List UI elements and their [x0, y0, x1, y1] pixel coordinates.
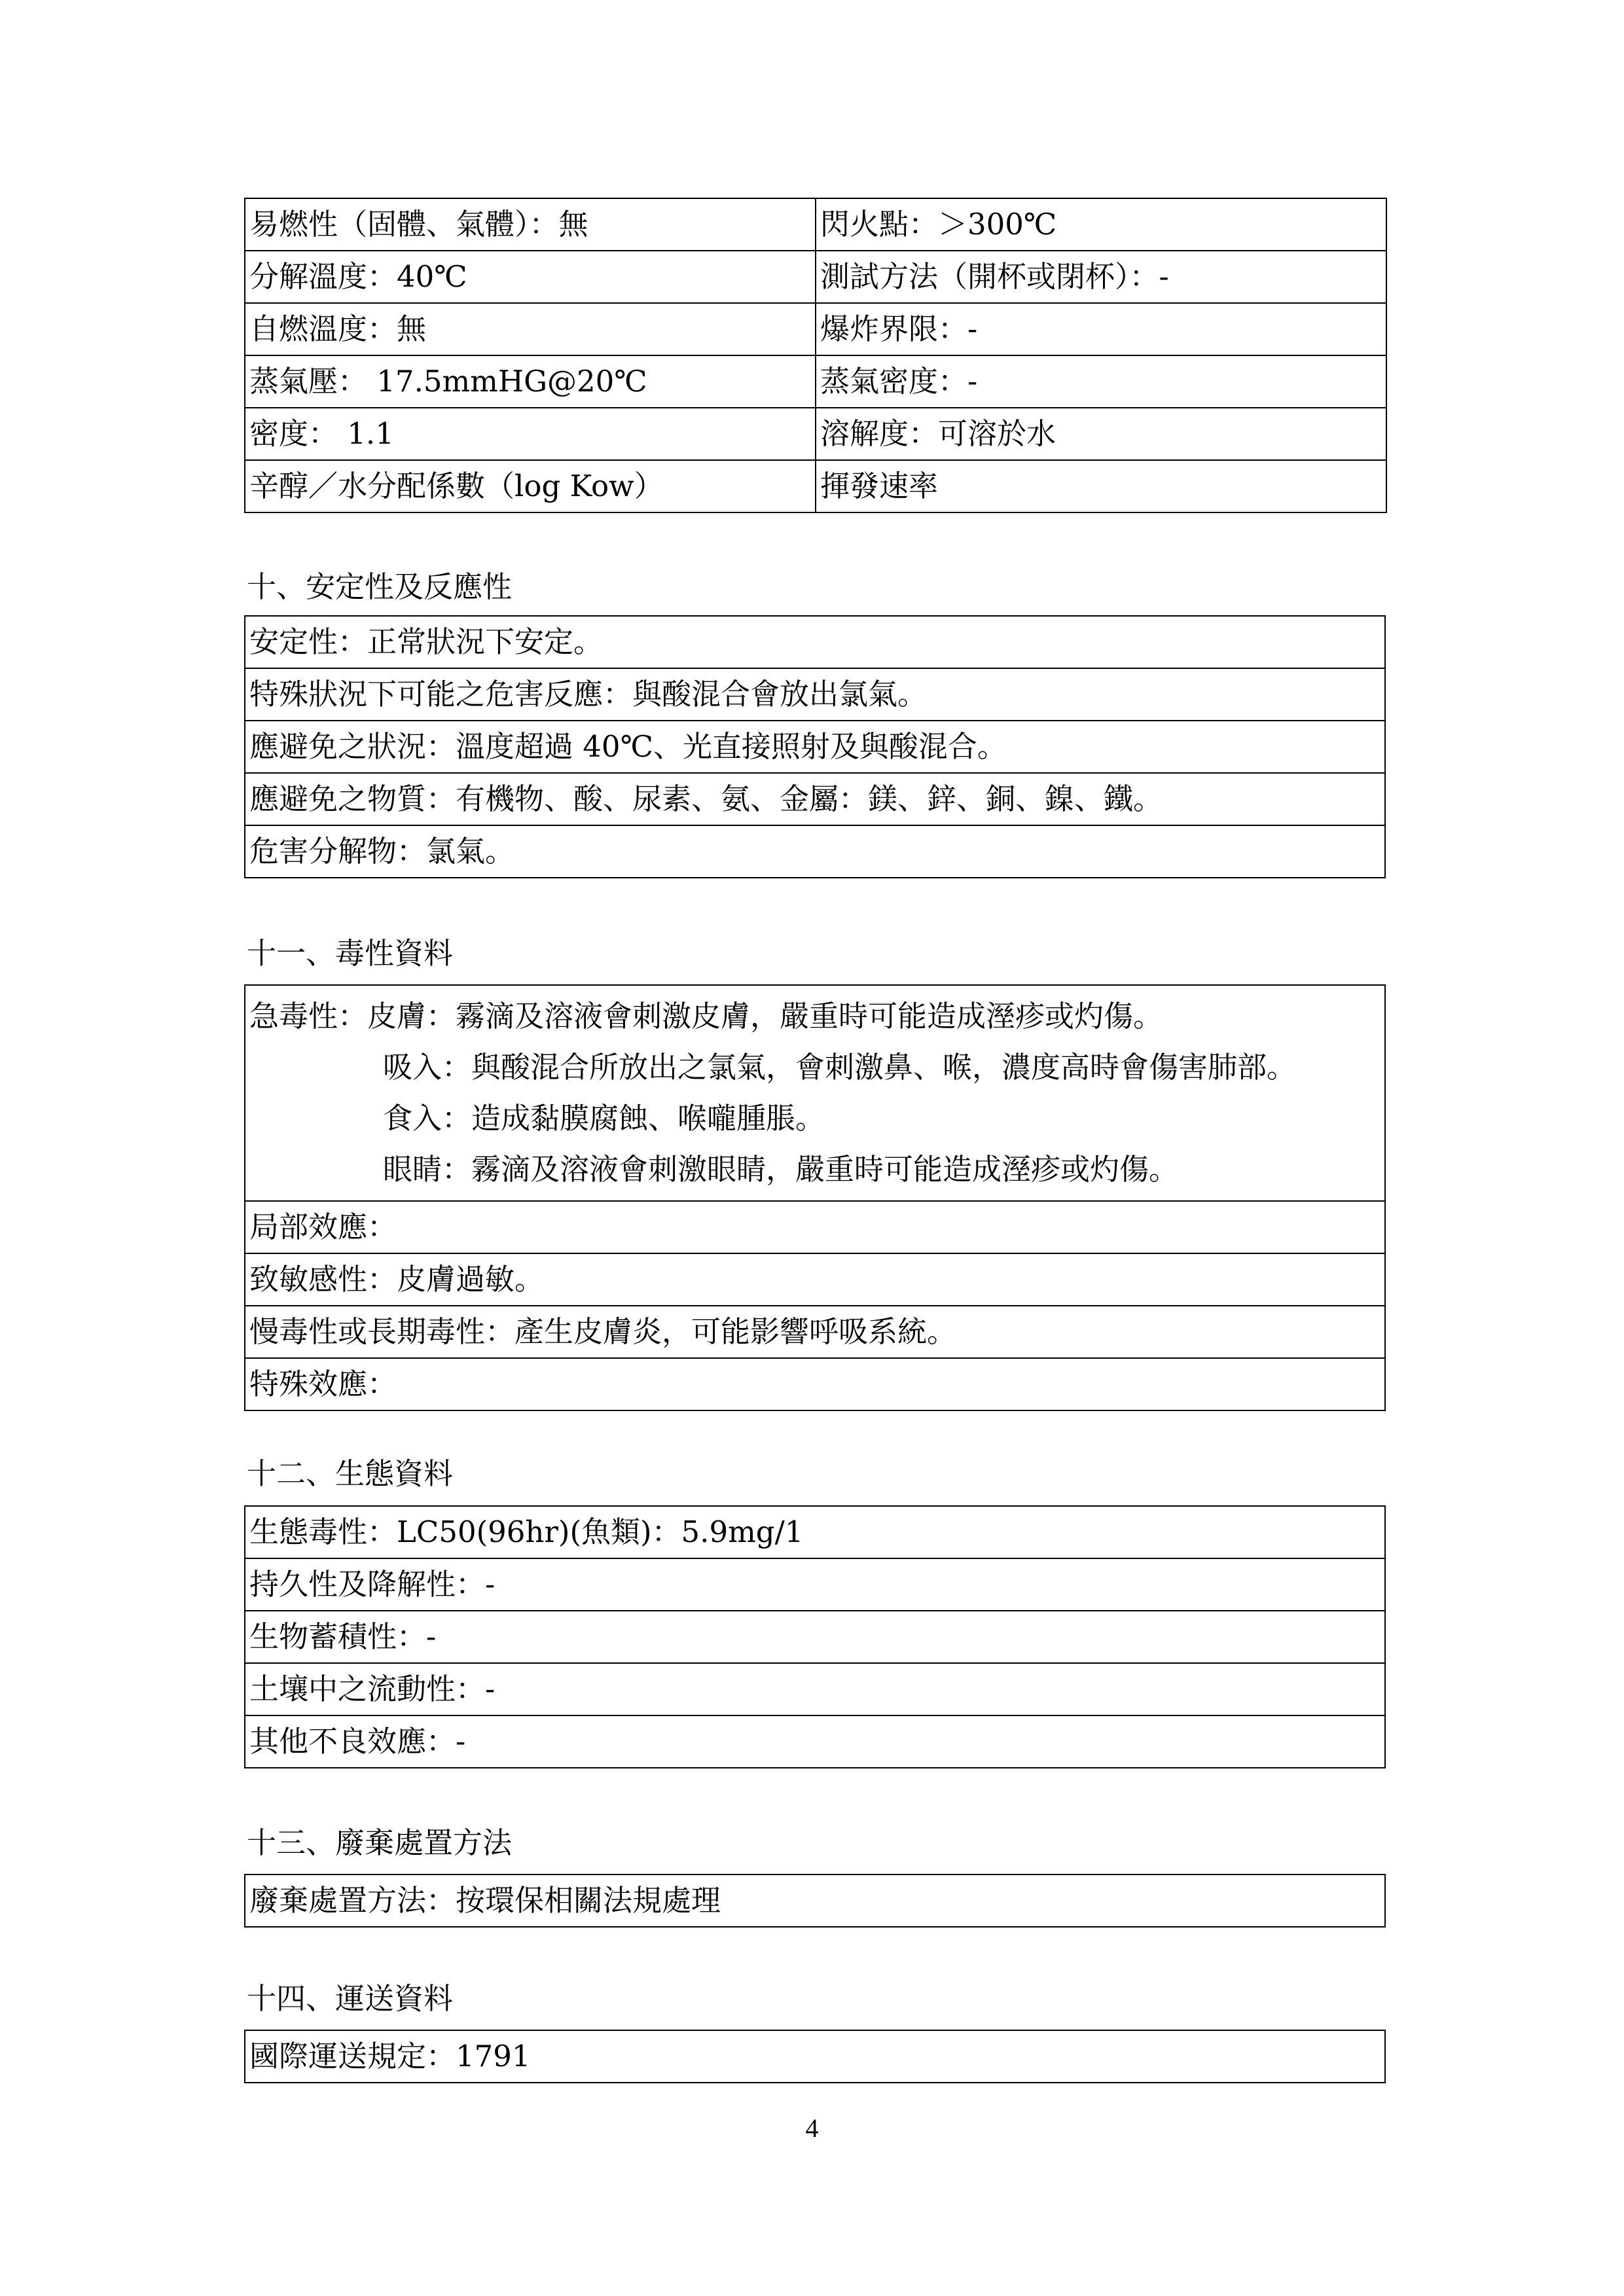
table-row [245, 1611, 1385, 1663]
table-row [245, 1253, 1385, 1306]
table-row [245, 1201, 1385, 1253]
acute-toxicity-eyes: 眼睛：霧滴及溶液會刺激眼睛，嚴重時可能造成溼疹或灼傷。 [383, 1152, 1179, 1187]
sensitization-cell: 致敏感性：皮膚過敏。 [245, 1253, 1385, 1306]
page-number: 4 [805, 2113, 819, 2143]
toxicity-table [244, 984, 1386, 1411]
evaporation-rate-cell: 揮發速率 [816, 460, 1386, 512]
ecological-table [244, 1505, 1386, 1768]
table-row [245, 1358, 1385, 1410]
flash-point-cell: 閃火點：＞300℃ [816, 198, 1386, 251]
autoignition-temp-cell: 自燃溫度：無 [245, 303, 816, 355]
stability-table [244, 615, 1386, 878]
special-effects-cell: 特殊效應： [245, 1358, 1385, 1410]
section-13-title: 十三、廢棄處置方法 [247, 1825, 513, 1860]
transport-regulation-cell: 國際運送規定：1791 [245, 2030, 1385, 2083]
solubility-cell: 溶解度：可溶於水 [816, 408, 1386, 460]
table-row [245, 616, 1385, 668]
disposal-method-cell: 廢棄處置方法：按環保相關法規處理 [245, 1874, 1385, 1927]
persistence-cell: 持久性及降解性：- [245, 1558, 1385, 1611]
other-effects-cell: 其他不良效應：- [245, 1715, 1385, 1768]
table-row [245, 1558, 1385, 1611]
ecotoxicity-cell: 生態毒性：LC50(96hr)(魚類)：5.9mg/1 [245, 1506, 1385, 1558]
flammability-cell: 易燃性（固體、氣體）：無 [245, 198, 816, 251]
table-row [245, 1306, 1385, 1358]
acute-toxicity-cell [245, 985, 1385, 1201]
soil-mobility-cell: 土壤中之流動性：- [245, 1663, 1385, 1715]
explosion-limit-cell: 爆炸界限：- [816, 303, 1386, 355]
section-12-title: 十二、生態資料 [247, 1456, 454, 1491]
partition-coefficient-cell: 辛醇／水分配係數（log Kow） [245, 460, 816, 512]
decomposition-products-cell: 危害分解物：氯氣。 [245, 825, 1385, 878]
section-10-title: 十、安定性及反應性 [247, 569, 513, 604]
table-row [245, 303, 1386, 355]
test-method-cell: 測試方法（開杯或閉杯）：- [816, 251, 1386, 303]
table-row [245, 1663, 1385, 1715]
vapor-density-cell: 蒸氣密度：- [816, 355, 1386, 408]
decomposition-temp-cell: 分解溫度：40℃ [245, 251, 816, 303]
table-row [245, 773, 1385, 825]
table-row [245, 985, 1385, 1201]
section-14-title: 十四、運送資料 [247, 1981, 454, 2016]
table-row [245, 825, 1385, 878]
table-row [245, 721, 1385, 773]
table-row [245, 668, 1385, 721]
bioaccumulation-cell: 生物蓄積性：- [245, 1611, 1385, 1663]
disposal-table [244, 1874, 1386, 1928]
local-effects-cell: 局部效應： [245, 1201, 1385, 1253]
table-row [245, 198, 1386, 251]
table-row [245, 1715, 1385, 1768]
hazardous-reaction-cell: 特殊狀況下可能之危害反應：與酸混合會放出氯氣。 [245, 668, 1385, 721]
table-row [245, 355, 1386, 408]
table-row [245, 408, 1386, 460]
chronic-toxicity-cell: 慢毒性或長期毒性：產生皮膚炎，可能影響呼吸系統。 [245, 1306, 1385, 1358]
table-row [245, 1506, 1385, 1558]
transport-table [244, 2030, 1386, 2083]
acute-toxicity-ingestion: 食入：造成黏膜腐蝕、喉嚨腫脹。 [383, 1101, 825, 1136]
section-11-title: 十一、毒性資料 [247, 936, 454, 971]
materials-to-avoid-cell: 應避免之物質：有機物、酸、尿素、氨、金屬：鎂、鋅、銅、鎳、鐵。 [245, 773, 1385, 825]
stability-cell: 安定性：正常狀況下安定。 [245, 616, 1385, 668]
table-row [245, 2030, 1385, 2083]
density-cell: 密度： 1.1 [245, 408, 816, 460]
conditions-to-avoid-cell: 應避免之狀況：溫度超過 40℃、光直接照射及與酸混合。 [245, 721, 1385, 773]
acute-toxicity-inhalation: 吸入：與酸混合所放出之氯氣，會刺激鼻、喉，濃度高時會傷害肺部。 [383, 1050, 1297, 1085]
acute-toxicity-skin: 急毒性：皮膚：霧滴及溶液會刺激皮膚，嚴重時可能造成溼疹或灼傷。 [249, 999, 1163, 1033]
physical-properties-table [244, 198, 1387, 513]
table-row [245, 460, 1386, 512]
table-row [245, 251, 1386, 303]
vapor-pressure-cell: 蒸氣壓： 17.5mmHG@20℃ [245, 355, 816, 408]
table-row [245, 1874, 1385, 1927]
